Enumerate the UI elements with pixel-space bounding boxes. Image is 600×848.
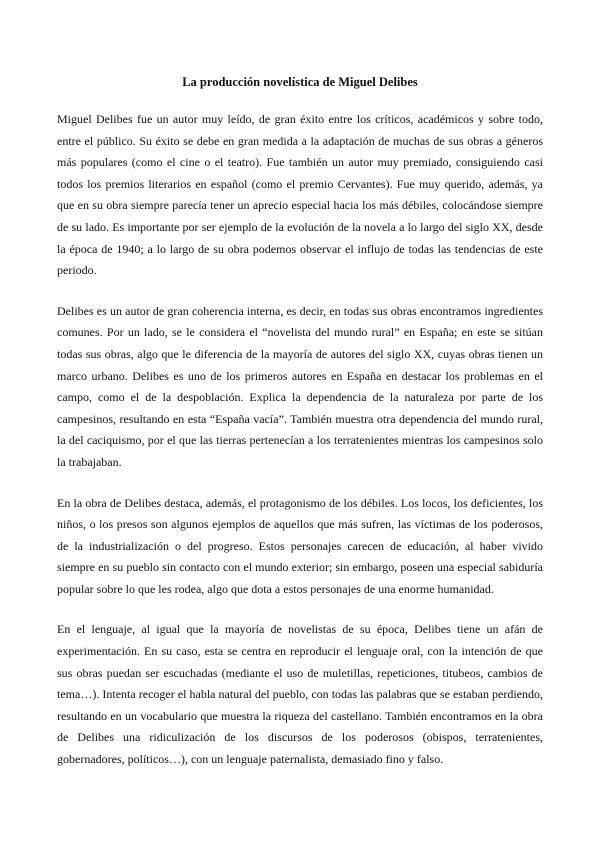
document-title: La producción novelística de Miguel Delibes: [182, 75, 418, 89]
paragraph-rural-world: Delibes es un autor de gran coherencia interna, es decir, en todas sus obras encontramos ingredientes comunes. Por un lado, se le considera el “novelista del mundo rural” en España; en este se sitúan todas sus obras, algo que le diferencia de la mayoría de autores del siglo XX, cuyas obras tienen un marco urbano. Delibes es uno de los primeros autores en España en destacar los problemas en el campo, como el de la despoblación. Explica la dependencia de la naturaleza por parte de los campesinos, resultando en esta “España vacía”. También muestra otra dependencia del mundo rural, la del caciquismo, por el que las tierras pertenecían a los terratenientes mientras los campesinos solo la trabajaban.: [57, 303, 543, 469]
paragraph-weak-protagonists: En la obra de Delibes destaca, además, el protagonismo de los débiles. Los locos, los deficientes, los niños, o los presos son algunos ejemplos de aquellos que más sufren, las víctimas de los poderosos, de la industrialización o del progreso. Estos personajes carecen de educación, al haber vivido siempre en su pueblo sin contacto con el mundo exterior; sin embargo, poseen una especial sabiduría popular sobre lo que les rodea, algo que dota a estos personajes de una enorme humanidad.: [57, 495, 543, 596]
paragraph-language: En el lenguaje, al igual que la mayoría de novelistas de su época, Delibes tiene un afán de experimentación. En su caso, esta se centra en reproducir el lenguaje oral, con la intención de que sus obras puedan ser escuchadas (mediante el uso de muletillas, repeticiones, titubeos, cambios de tema…). Intenta recoger el habla natural del pueblo, con todas las palabras que se estaban perdiendo, resultando en un vocabulario que muestra la riqueza del castellano. También encontramos en la obra de Delibes una ridiculización de los discursos de los poderosos (obispos, terratenientes, gobernadores, políticos…), con un lenguaje paternalista, demasiado fino y falso.: [57, 622, 543, 767]
paragraph-popularity: Miguel Delibes fue un autor muy leído, de gran éxito entre los críticos, académicos y sobre todo, entre el público. Su éxito se debe en gran medida a la adaptación de muchas de sus obras a géneros más populares (como el cine o el teatro). Fue también un autor muy premiado, consiguiendo casi todos los premios literarios en español (como el premio Cervantes). Fue muy querido, además, ya que en su obra siempre parecía tener un aprecio especial hacia los más débiles, colocándose siempre de su lado. Es importante por ser ejemplo de la evolución de la novela a lo largo del siglo XX, desde la época de 1940; a lo largo de su obra podemos observar el influjo de todas las tendencias de este periodo.: [57, 112, 543, 278]
